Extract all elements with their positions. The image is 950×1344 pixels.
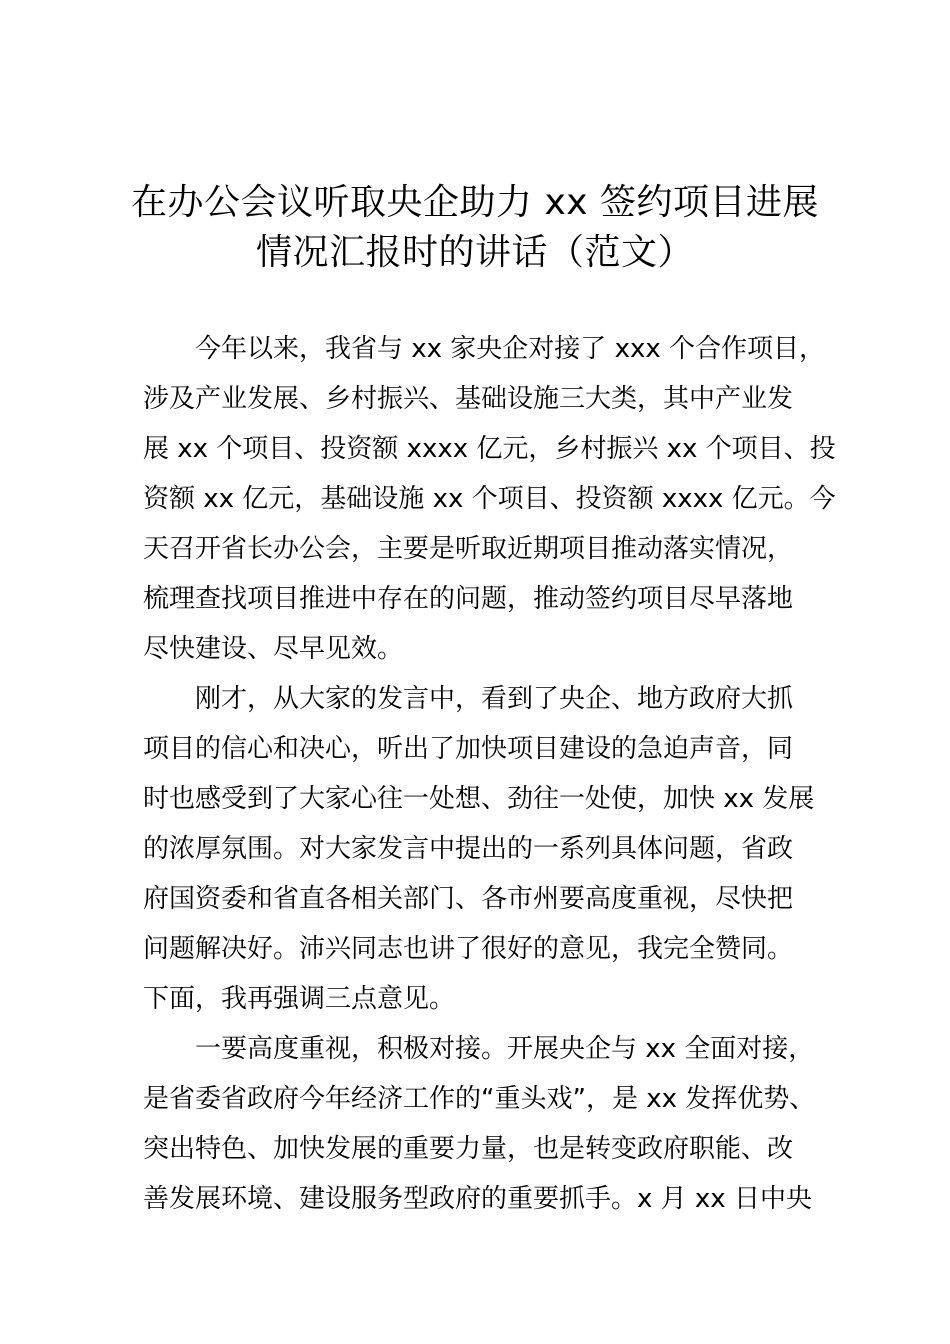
paragraph-line: 展 xx 个项目、投资额 xxxx 亿元，乡村振兴 xx 个项目、投 <box>143 434 836 464</box>
title-line-1: 在办公会议听取央企助力 xx 签约项目进展 <box>131 182 819 223</box>
paragraph-line: 善发展环境、建设服务型政府的重要抓手。x 月 xx 日中央 <box>143 1184 812 1214</box>
document-body <box>143 324 836 1224</box>
paragraph-line: 下面，我再强调三点意见。 <box>143 984 456 1014</box>
paragraph-line: 突出特色、加快发展的重要力量，也是转变政府职能、改 <box>143 1134 794 1164</box>
title-line-2: 情况汇报时的讲话（范文） <box>255 232 694 273</box>
paragraph-line: 涉及产业发展、乡村振兴、基础设施三大类，其中产业发 <box>143 384 794 414</box>
paragraph-line: 梳理查找项目推进中存在的问题，推动签约项目尽早落地 <box>143 584 794 614</box>
paragraph-2 <box>143 674 823 1024</box>
paragraph-line: 一要高度重视，积极对接。开展央企与 xx 全面对接， <box>195 1034 815 1064</box>
paragraph-line: 刚才，从大家的发言中，看到了央企、地方政府大抓 <box>195 684 794 714</box>
paragraph-line: 尽快建设、尽早见效。 <box>143 634 404 664</box>
paragraph-line: 是省委省政府今年经济工作的“重头戏”，是 xx 发挥优势、 <box>143 1084 816 1114</box>
paragraph-line: 府国资委和省直各相关部门、各市州要高度重视，尽快把 <box>143 884 794 914</box>
paragraph-line: 天召开省长办公会，主要是听取近期项目推动落实情况， <box>143 534 794 564</box>
paragraph-line: 时也感受到了大家心往一处想、劲往一处使，加快 xx 发展 <box>143 784 815 814</box>
paragraph-line: 项目的信心和决心，听出了加快项目建设的急迫声音，同 <box>143 734 794 764</box>
document-title <box>120 178 830 278</box>
paragraph-line: 问题解决好。沛兴同志也讲了很好的意见，我完全赞同。 <box>143 934 794 964</box>
paragraph-1 <box>143 324 836 674</box>
paragraph-line: 资额 xx 亿元，基础设施 xx 个项目、投资额 xxxx 亿元。今 <box>143 484 836 514</box>
paragraph-3 <box>143 1024 823 1224</box>
paragraph-line: 今年以来，我省与 xx 家央企对接了 xxx 个合作项目， <box>195 334 825 364</box>
paragraph-line: 的浓厚氛围。对大家发言中提出的一系列具体问题，省政 <box>143 834 794 864</box>
